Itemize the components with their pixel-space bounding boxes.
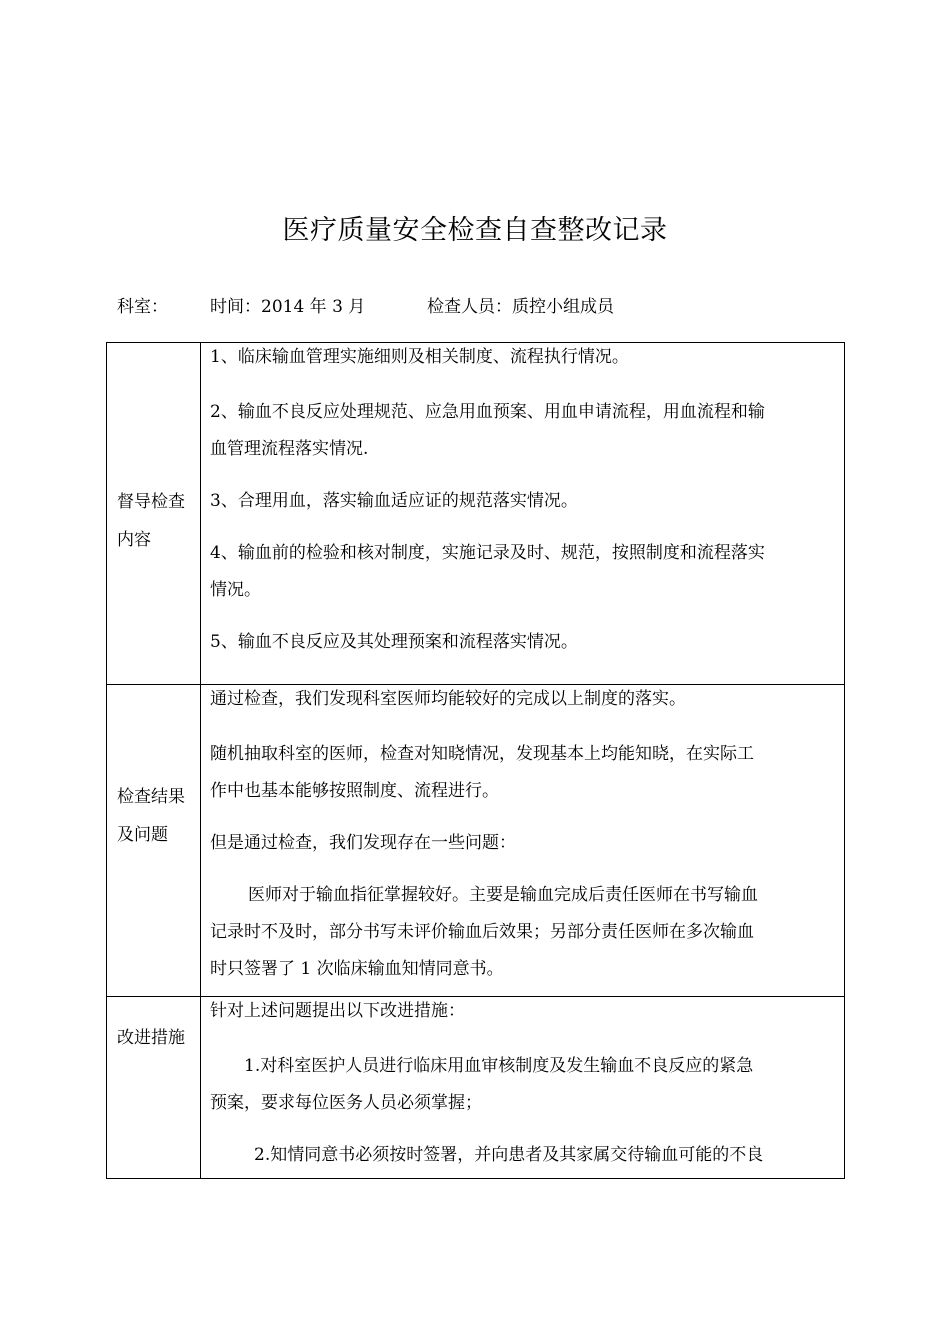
list-item: 医师对于输血指征掌握较好。主要是输血完成后责任医师在书写输血 xyxy=(248,885,758,905)
list-item: 2.知情同意书必须按时签署，并向患者及其家属交待输血可能的不良 xyxy=(254,1145,764,1165)
row-label-line2: 及问题 xyxy=(117,825,168,845)
row-label-line1: 改进措施 xyxy=(117,1028,185,1048)
row-label-line2: 内容 xyxy=(117,530,151,550)
table-row-improvements xyxy=(107,997,845,1179)
department-label: 科室： xyxy=(117,297,168,317)
list-item: 1.对科室医护人员进行临床用血审核制度及发生输血不良反应的紧急 xyxy=(244,1056,754,1076)
list-item: 血管理流程落实情况. xyxy=(210,439,369,459)
inspectors: 检查人员：质控小组成员 xyxy=(427,297,614,317)
table-row-supervision xyxy=(107,343,845,685)
list-item: 3、合理用血，落实输血适应证的规范落实情况。 xyxy=(210,491,578,511)
content-cell-results xyxy=(201,685,845,997)
list-item: 但是通过检查，我们发现存在一些问题： xyxy=(210,833,516,853)
list-item: 通过检查，我们发现科室医师均能较好的完成以上制度的落实。 xyxy=(210,689,686,709)
record-table xyxy=(106,342,845,1179)
list-item: 4、输血前的检验和核对制度，实施记录及时、规范，按照制度和流程落实 xyxy=(210,543,765,563)
list-item: 随机抽取科室的医师，检查对知晓情况，发现基本上均能知晓，在实际工 xyxy=(210,744,754,764)
list-item: 2、输血不良反应处理规范、应急用血预案、用血申请流程，用血流程和输 xyxy=(210,402,765,422)
content-cell-supervision xyxy=(201,343,845,685)
document-title: 医疗质量安全检查自查整改记录 xyxy=(282,215,668,246)
label-cell-improvements xyxy=(107,997,201,1179)
list-item: 针对上述问题提出以下改进措施： xyxy=(210,1001,465,1021)
list-item: 1、临床输血管理实施细则及相关制度、流程执行情况。 xyxy=(210,347,629,367)
label-cell-supervision xyxy=(107,343,201,685)
inspection-time: 时间：2014 年 3 月 xyxy=(210,297,366,317)
list-item: 时只签署了 1 次临床输血知情同意书。 xyxy=(210,959,504,979)
list-item: 记录时不及时，部分书写未评价输血后效果；另部分责任医师在多次输血 xyxy=(210,922,754,942)
table-row-results xyxy=(107,685,845,997)
row-label-line1: 督导检查 xyxy=(117,492,185,512)
content-cell-improvements xyxy=(201,997,845,1179)
list-item: 预案，要求每位医务人员必须掌握； xyxy=(210,1093,482,1113)
label-cell-results xyxy=(107,685,201,997)
list-item: 情况。 xyxy=(210,580,261,600)
row-label-line1: 检查结果 xyxy=(117,787,185,807)
list-item: 5、输血不良反应及其处理预案和流程落实情况。 xyxy=(210,632,578,652)
list-item: 作中也基本能够按照制度、流程进行。 xyxy=(210,781,499,801)
